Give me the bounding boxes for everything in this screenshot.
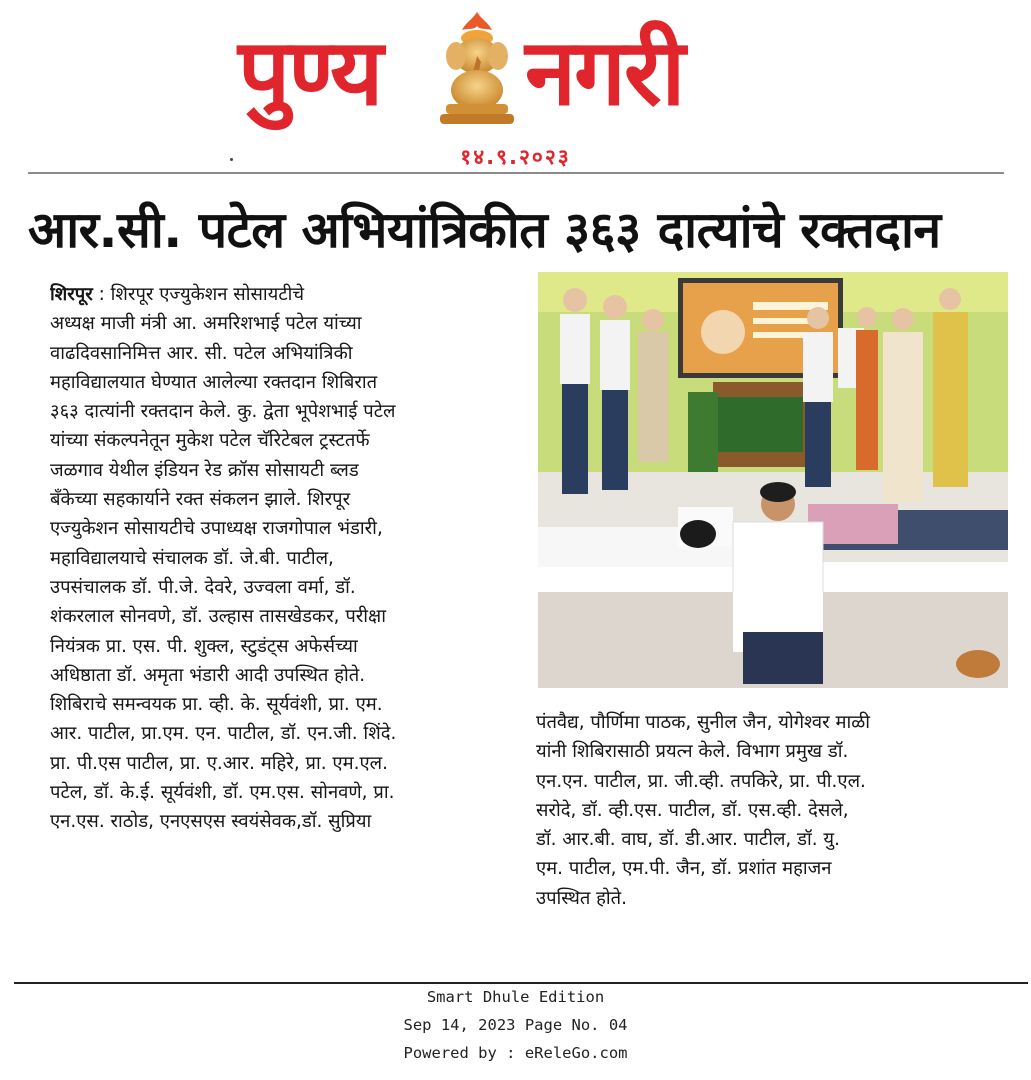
masthead-title-left: पुण्य	[238, 19, 382, 126]
article-line: पंतवैद्य, पौर्णिमा पाठक, सुनील जैन, योगेश्वर माळी	[536, 712, 870, 733]
article-line: उपस्थित होते.	[536, 887, 628, 909]
photo-illustration	[538, 272, 1008, 688]
article-column-right	[536, 708, 1010, 913]
article-line: नियंत्रक प्रा. एस. पी. शुक्ल, स्टुडंट्स अफेर्सच्या	[50, 635, 358, 657]
footer-rule	[14, 982, 1028, 984]
article-line: डॉ. आर.बी. वाघ, डॉ. डी.आर. पाटील, डॉ. यु.	[536, 829, 840, 851]
article-line: यांनी शिबिरासाठी प्रयत्न केले. विभाग प्रमुख डॉ.	[536, 741, 849, 763]
footer-powered-by: Powered by : eReleGo.com	[403, 1044, 628, 1062]
article-line: यांच्या संकल्पनेतून मुकेश पटेल चॅरिटेबल ट्रस्टतर्फे	[50, 430, 370, 452]
stray-dot	[230, 158, 233, 161]
article-line: वाढदिवसानिमित्त आर. सी. पटेल अभियांत्रिकी	[50, 342, 353, 364]
article-line: एम. पाटील, एम.पी. जैन, डॉ. प्रशांत महाजन	[536, 858, 832, 880]
article-line: ३६३ दात्यांनी रक्तदान केले. कु. द्वेता भूपेशभाई पटेल	[50, 401, 396, 423]
article-line: शिबिराचे समन्वयक प्रा. व्ही. के. सूर्यवंशी, प्रा. एम.	[50, 694, 383, 716]
article-line: एज्युकेशन सोसायटीचे उपाध्यक्ष राजगोपाल भंडारी,	[50, 518, 383, 540]
article-line: अधिष्ठाता डॉ. अमृता भंडारी आदी उपस्थित होते.	[50, 664, 366, 686]
article-line: शिरपूर : शिरपूर एज्युकेशन सोसायटीचे	[50, 284, 305, 305]
article-line: अध्यक्ष माजी मंत्री आ. अमरिशभाई पटेल यांच्या	[50, 313, 362, 335]
masthead-title-right: नगरी	[525, 19, 684, 126]
article-line: एन.एस. राठोड, एनएसएस स्वयंसेवक,डॉ. सुप्रिया	[50, 811, 372, 833]
masthead-date: १४.९.२०२३	[460, 145, 571, 169]
article-line: शंकरलाल सोनवणे, डॉ. उल्हास तासखेडकर, परीक्षा	[50, 606, 386, 628]
article-photo	[538, 272, 1008, 688]
article-line: महाविद्यालयाचे संचालक डॉ. जे.बी. पाटील,	[50, 547, 334, 569]
masthead-rule	[28, 172, 1004, 174]
masthead	[0, 0, 1031, 175]
article-line: बँकेच्या सहकार्याने रक्त संकलन झाले. शिरपूर	[50, 489, 351, 511]
article-line: एन.एन. पाटील, प्रा. जी.व्ही. तपकिरे, प्रा. पी.एल.	[536, 770, 866, 792]
footer-edition: Smart Dhule Edition	[426, 988, 605, 1006]
article-line: प्रा. पी.एस पाटील, प्रा. ए.आर. महिरे, प्रा. एम.एल.	[50, 752, 388, 774]
article-line: पटेल, डॉ. के.ई. सूर्यवंशी, डॉ. एम.एस. सोनवणे, प्रा.	[50, 782, 395, 804]
article-column-left	[50, 280, 506, 837]
article-line: महाविद्यालयात घेण्यात आलेल्या रक्तदान शिबिरात	[50, 371, 378, 393]
article-line: आर. पाटील, प्रा.एम. एन. पाटील, डॉ. एन.जी. शिंदे.	[50, 723, 397, 745]
article-headline: आर.सी. पटेल अभियांत्रिकीत ३६३ दात्यांचे रक्तदान	[28, 201, 941, 259]
article-dateline: शिरपूर	[50, 284, 93, 305]
footer-date-page: Sep 14, 2023 Page No. 04	[403, 1016, 628, 1034]
article-line: जळगाव येथील इंडियन रेड क्रॉस सोसायटी ब्लड	[50, 459, 359, 481]
ganesha-logo-icon	[432, 8, 522, 128]
article-line: उपसंचालक डॉ. पी.जे. देवरे, उज्वला वर्मा, डॉ.	[50, 576, 356, 598]
article-line: सरोदे, डॉ. व्ही.एस. पाटील, डॉ. एस.व्ही. देसले,	[536, 799, 849, 821]
